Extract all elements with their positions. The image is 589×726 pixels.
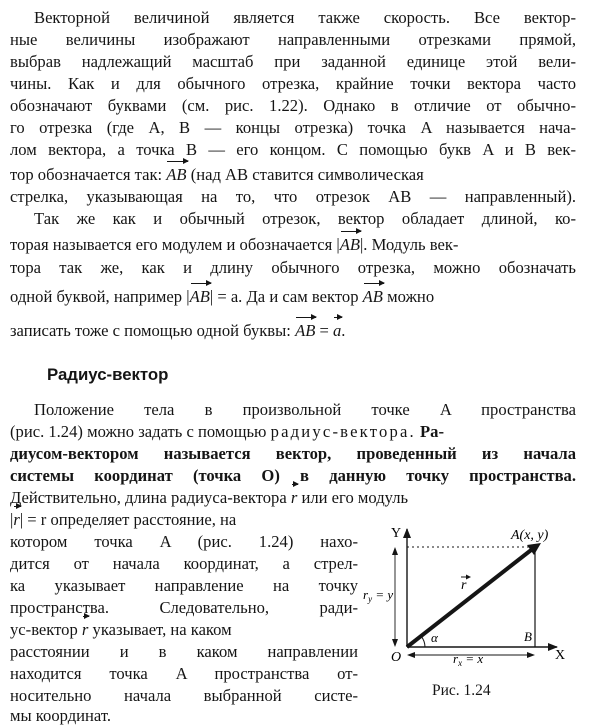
- rx-arrow-left: [407, 652, 415, 658]
- text-line: ные величины изображают направленными отрезками прямой,: [10, 30, 576, 49]
- rx-label: [453, 651, 483, 668]
- text-line-with-vector: [10, 165, 576, 185]
- text-line: Положение тела в произвольной точке A пространства: [34, 400, 576, 419]
- rx-symbol: r: [453, 651, 459, 666]
- text-line: [10, 422, 576, 442]
- text-line: носительно начала выбранной систе-: [10, 686, 358, 705]
- text-line-with-vector: [10, 287, 576, 307]
- radius-vector-line: [407, 547, 535, 647]
- point-a-label: A(x, y): [511, 528, 549, 543]
- text-run: или его модуль: [297, 488, 409, 507]
- text-line: расстоянии и в каком направлении: [10, 642, 358, 661]
- ry-equation: = y: [372, 587, 394, 602]
- text-line: дится от начала координат, а стрел-: [10, 554, 358, 573]
- text-line-with-vector: [10, 488, 576, 508]
- x-axis-label: X: [555, 648, 566, 663]
- text-run: одной буквой, например |: [10, 287, 190, 306]
- text-line: пространства. Следовательно, ради-: [10, 598, 358, 617]
- text-run: | = a. Да и сам вектор: [209, 287, 363, 306]
- radius-vector-figure: [361, 525, 581, 668]
- angle-label: α: [431, 630, 438, 645]
- vector-r: r: [81, 620, 89, 639]
- rx-arrow-right: [527, 652, 535, 658]
- text-run: (рис. 1.24) можно задать с помощью: [10, 422, 271, 441]
- text-run: | = r определяет расстояние, на: [19, 510, 237, 529]
- text-run: Действительно, длина радиуса-вектора: [10, 488, 291, 507]
- vector-r: r: [290, 488, 298, 507]
- text-line: обозначают буквами (см. рис. 1.22). Однако в отличие от обычно-: [10, 96, 576, 115]
- text-line: ка указывает направление на точку: [10, 576, 358, 595]
- text-line: котором точка A (рис. 1.24) нахо-: [10, 532, 358, 551]
- text-run: .: [341, 321, 346, 340]
- text-line-with-vector: [10, 510, 358, 530]
- vector-ab: AB: [339, 235, 360, 254]
- text-run: ус-вектор: [10, 620, 82, 639]
- vector-r-label: r: [461, 578, 467, 593]
- text-line: мы координат.: [10, 706, 111, 725]
- vector-ab: AB: [295, 321, 316, 340]
- text-line: находится точка A пространства от-: [10, 664, 358, 683]
- angle-arc: [421, 636, 425, 647]
- rx-subscript: x: [458, 658, 463, 668]
- text-line: стрелка, указывающая на то, что отрезок AB — направленный).: [10, 187, 576, 206]
- text-line: го отрезка (где A, B — концы отрезка) точка A называется нача-: [10, 118, 576, 137]
- vector-ab: AB: [189, 287, 210, 306]
- point-b-label: B: [524, 629, 532, 644]
- text-run: |: [10, 510, 14, 529]
- vector-ab: AB: [166, 165, 187, 184]
- section-heading: Радиус-вектор: [47, 365, 169, 384]
- spaced-term: радиус-вектора.: [270, 422, 416, 441]
- text-line-with-vector: [10, 620, 358, 640]
- text-line: Векторной величиной является также скорость. Все вектор-: [34, 8, 576, 27]
- text-line: тора так же, как и длину обычного отрезка, можно обозначать: [10, 258, 576, 277]
- text-run: торая называется его модулем и обозначается |: [10, 235, 340, 254]
- vector-r: r: [13, 510, 20, 529]
- definition-line: системы координат (точка O) в данную точку пространства.: [10, 466, 576, 485]
- y-axis-label: Y: [391, 526, 402, 541]
- ry-label: [363, 587, 393, 604]
- rx-equation: = x: [462, 651, 484, 666]
- ry-symbol: r: [363, 587, 369, 602]
- ry-arrow-bottom: [392, 639, 398, 647]
- text-line-with-vector: [10, 235, 576, 255]
- text-run: указывает, на каком: [88, 620, 232, 639]
- figure-caption: Рис. 1.24: [432, 682, 491, 699]
- text-line-with-vector: [10, 321, 576, 341]
- origin-label: O: [391, 650, 402, 665]
- vector-a: a: [333, 321, 342, 340]
- ry-subscript: y: [368, 594, 373, 604]
- bold-run: Ра-: [415, 422, 444, 441]
- text-line: лом вектора, а точка B — его концом. С помощью букв A и B век-: [10, 140, 576, 159]
- text-run: записать тоже с помощью одной буквы:: [10, 321, 296, 340]
- vector-ab: AB: [362, 287, 383, 306]
- text-line: Так же как и обычный отрезок, вектор обладает длиной, ко-: [34, 209, 576, 228]
- text-run: (над AB ставится символическая: [186, 165, 424, 184]
- text-run: можно: [382, 287, 435, 306]
- text-line: чины. Как и для обычного отрезка, крайние точки вектора часто: [10, 74, 576, 93]
- text-run: |. Модуль век-: [359, 235, 459, 254]
- ry-arrow-top: [392, 547, 398, 555]
- definition-line: диусом-вектором называется вектор, проведенный из начала: [10, 444, 576, 463]
- text-line: выбрав надлежащий масштаб при заданной единице этой вели-: [10, 52, 576, 71]
- text-run: тор обозначается так:: [10, 165, 167, 184]
- text-run: =: [315, 321, 333, 340]
- vector-r-overarrow-head: [466, 575, 471, 580]
